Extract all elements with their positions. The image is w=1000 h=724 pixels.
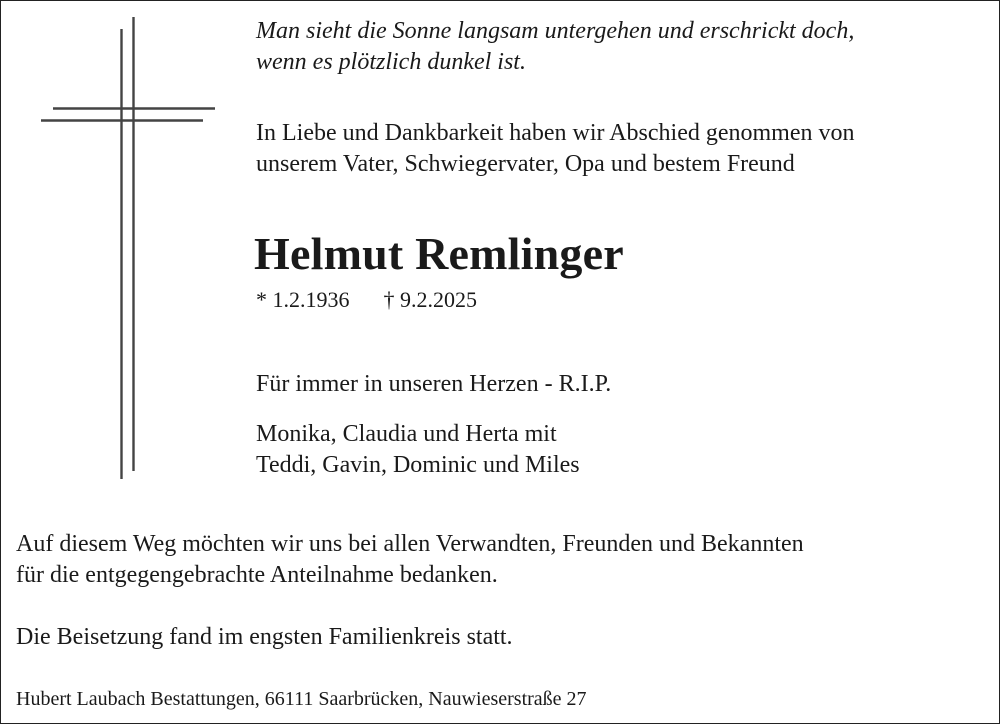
intro-line: In Liebe und Dankbarkeit haben wir Abschied genommen von <box>256 120 855 146</box>
motto-quote <box>256 16 854 78</box>
motto-line: Man sieht die Sonne langsam untergehen und erschrickt doch, <box>256 18 855 44</box>
intro-line: unserem Vater, Schwiegervater, Opa und bestem Freund <box>256 151 795 177</box>
birth-date: * 1.2.1936 <box>256 287 350 312</box>
funeral-note: Die Beisetzung fand im engsten Familienkreis statt. <box>16 624 513 650</box>
thanks-line: Auf diesem Weg möchten wir uns bei allen Verwandten, Freunden und Bekannten <box>16 531 804 557</box>
family-signatures <box>256 419 580 481</box>
rip-line: Für immer in unseren Herzen - R.I.P. <box>256 371 612 397</box>
family-line: Teddi, Gavin, Dominic und Miles <box>256 452 580 478</box>
death-date: † 9.2.2025 <box>383 287 477 312</box>
cross-icon <box>1 1 231 491</box>
motto-line: wenn es plötzlich dunkel ist. <box>256 49 526 75</box>
family-line: Monika, Claudia und Herta mit <box>256 421 557 447</box>
thanks-line: für die entgegengebrachte Anteilnahme bedanken. <box>16 562 498 588</box>
undertaker-info: Hubert Laubach Bestattungen, 66111 Saarbrücken, Nauwieserstraße 27 <box>16 688 587 710</box>
life-dates <box>256 284 477 315</box>
deceased-name: Helmut Remlinger <box>254 228 624 279</box>
thanks-paragraph <box>16 529 804 591</box>
farewell-intro <box>256 118 855 180</box>
